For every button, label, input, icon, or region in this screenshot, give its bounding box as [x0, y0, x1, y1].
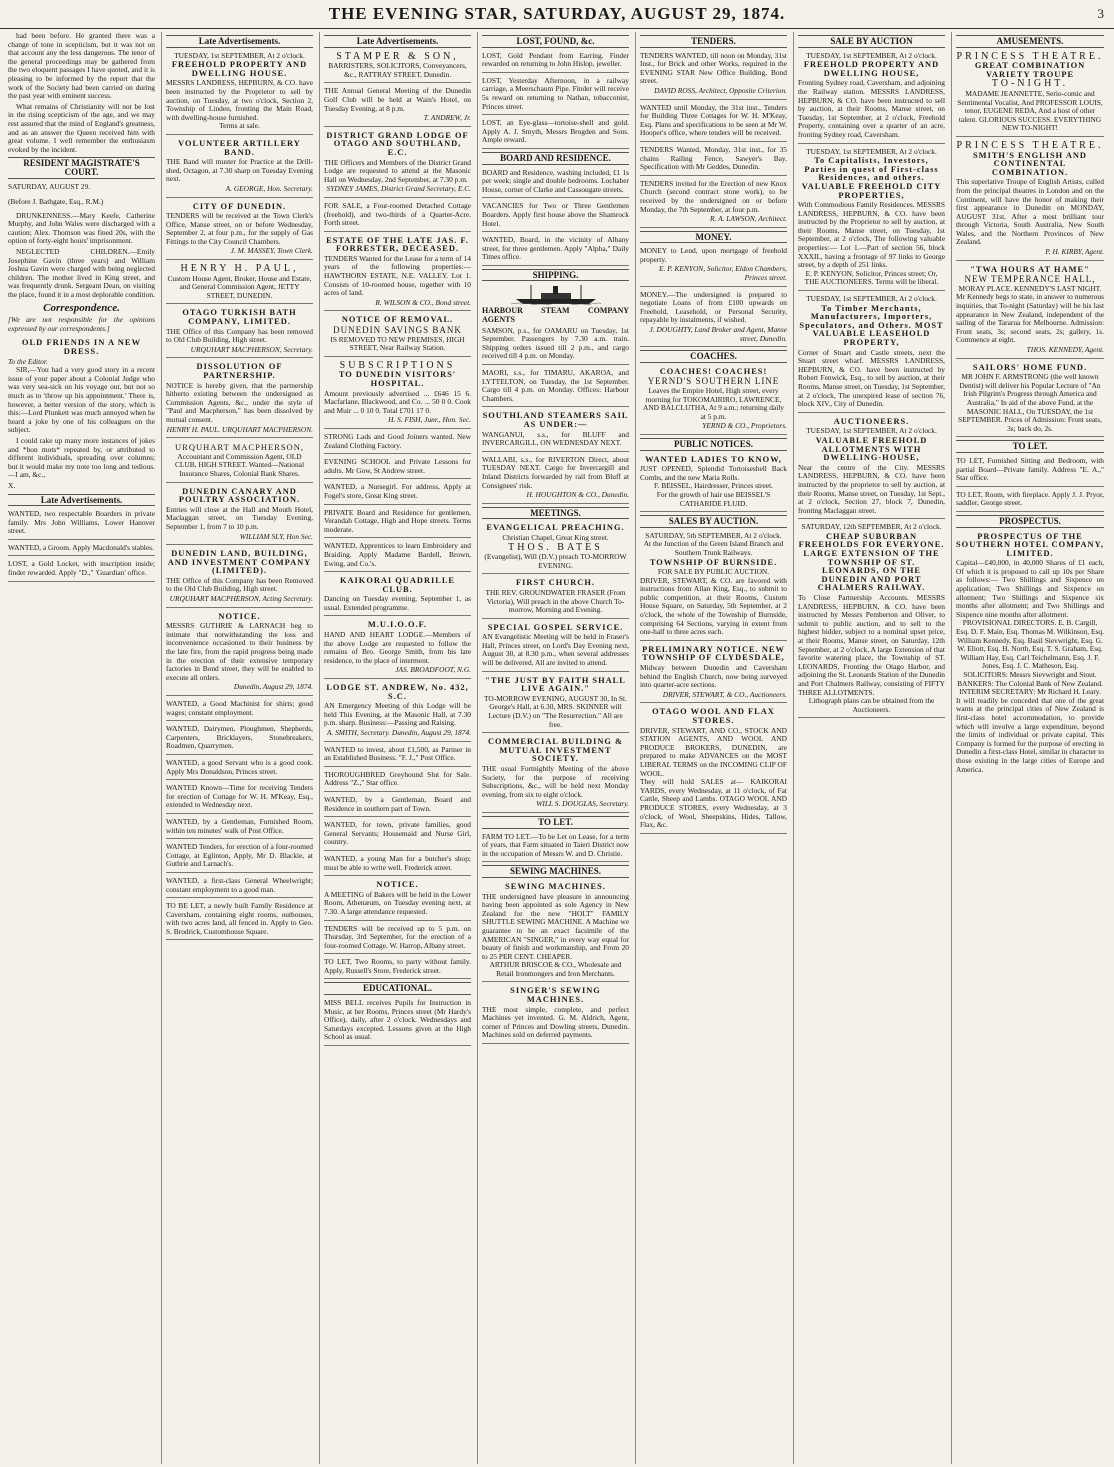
classified-ad: WANTED, a first-class General Wheelwright; constant employment to a good man. [166, 875, 313, 898]
money-ad [640, 245, 787, 286]
section-heading-sales-by-auction: SALES BY AUCTION. [640, 515, 787, 528]
ad-signature: A. SMITH, Secretary. Dunedin, August 29, 1874. [326, 728, 471, 737]
classified-ad: WANTED, a Nursegirl. For address, Apply at Fogel's store, Great King street. [324, 481, 471, 504]
ad-body: Corner of Stuart and Castle streets, next the Stuart street wharf. MESSRS LANDRESS, HEPBURN, & CO. have been instructed by Robert Fenwick, Esq., to sell by auction, at their Rooms, Manse street, on Tuesday, 1st September, at 2 o'clock, The unexpired lease of section 76, block XIV., City of Dunedin. [798, 347, 945, 409]
classified-ad: TO LET, Two Rooms, to party without family. Apply, Russell's Store, Frederick street. [324, 956, 471, 979]
ad-signature: F. BEISSEL, Hairdresser, Princes street. [654, 481, 773, 491]
ad-signature: H. S. FISH, Junr., Hon. Sec. [388, 415, 471, 425]
ad-heading: AUCTIONEERS. [833, 416, 910, 426]
classified-ad: WANTED, a Groom. Apply Macdonald's stables. [8, 542, 155, 557]
ad-signature: R. WILSON & CO., Bond street. [375, 297, 471, 307]
ad-date: TUESDAY, 1st SEPTEMBER, At 2 o'clock. [806, 294, 937, 304]
section-heading-shipping: SHIPPING. [482, 269, 629, 282]
business-ad [324, 50, 471, 84]
ad-body: Entries will close at the Hall and Mouth Hotel, Maclaggan street, on Tuesday Evening, September 1, from 7 to 10 p.m. [166, 504, 313, 531]
ad-body: DRIVER, STEWART, AND CO., STOCK AND STATION AGENTS, AND WOOL AND PRODUCE BROKERS, DUNEDIN, are prepared to make ADVANCES on the MOST LIBERAL TERMS on the INCOMING CLIP OF WOOL. [640, 725, 787, 778]
ad-signature: R. A. LAWSON, Architect. [710, 214, 787, 224]
ad-heading: EVANGELICAL PREACHING. [486, 523, 625, 533]
ad-signature: DRIVER, STEWART, & CO., Auctioneers. [662, 689, 787, 699]
ad-heading: To Timber Merchants, Manufacturers, Importers, Speculators, and Others. MOST VALUABLE LEASEHOLD PROPERTY, [799, 303, 944, 347]
theatre-ad [956, 139, 1104, 261]
ad-body: THE most simple, complete, and perfect Machines yet invented. G. M. Aldrich, Agent, corner of Princes and Dowling streets, Dunedin. Machines sold on deferred payments. [482, 1004, 629, 1040]
auction-ad [798, 50, 945, 144]
ad-heading: NOTICE. [376, 880, 419, 890]
classified-ad: BOARD and Residence, washing included, £1 1s per week; single and double bedrooms. Lochaber House, corner of Clarke and Cassougate streets. [482, 167, 629, 199]
classified-ad: THOROUGHBRED Greyhound Slut for Sale. Address "Z.," Star office. [324, 769, 471, 792]
notice-ad [166, 306, 313, 358]
ad-heading: OTAGO TURKISH BATH COMPANY, LIMITED. [182, 308, 297, 327]
classified-ad: VACANCIES for Two or Three Gentlemen Boarders. Apply first house above the Shamrock Hotel. [482, 200, 629, 232]
ad-body: JUST OPENED, Splendid Tortoiseshell Back Combs, and the new Maria Rolls. [640, 464, 787, 482]
section-heading-sewing: SEWING MACHINES. [482, 865, 629, 878]
masthead [0, 0, 1114, 29]
classified-ad: WANTED, Board, in the vicinity of Albany street, for three gentlemen. Apply "Alpha," Daily Times office. [482, 234, 629, 266]
meeting-ad [482, 521, 629, 574]
ad-body: DRIVER, STEWART, & CO. are favored with instructions from Allan King, Esq., to submit to public competition, at their Rooms, Custom House Square, on Saturday, 5th September, at 2 o'clock, the whole of the Township of Burnside, comprising 64 Sections, varying in extent from one-half to three acres each. [640, 575, 787, 637]
notice-ad [166, 360, 313, 438]
ad-heading: NOTICE. [218, 611, 261, 621]
ad-body: WANGANUI, s.s., for BLUFF and INVERCARGILL, ON WEDNESDAY NEXT. [482, 429, 629, 448]
classified-ad: WANTED, a good Servant who is a good cook. Apply Mrs Donaldson, Princes street. [166, 757, 313, 780]
ad-heading: TOWNSHIP OF BURNSIDE. [649, 557, 778, 567]
section-heading-late-ads: Late Advertisements. [8, 494, 155, 507]
article-paragraph: had been before. He granted there was a change of tone in scepticism, but it was not on that account any the less dangerous. The tenor of the general proceedings may be gathered from the two eloquent passages I have quoted, and it is pleasing to be informed by the report that the work of the Society had been carried on during the past year with eminent success. [8, 32, 155, 101]
ad-body: BARRISTERS, SOLICITORS, Conveyancers, &c., RATTRAY STREET, Dunedin. [328, 61, 467, 79]
ad-heading: FREEHOLD PROPERTY AND DWELLING HOUSE. [171, 60, 308, 78]
ad-heading: DISSOLUTION OF PARTNERSHIP. [196, 362, 283, 380]
ad-body: Capital—£40,000, in 40,000 Shares of £1 each, Of which it is proposed to call up 10s per Share as follows:— Two Shillings and Sixpence on application; Two Shillings and Sixpence on allotment; Two Shillings and Sixpence six months after allotment; and Two Shillings and Sixpence nine months after allotment. [956, 558, 1104, 619]
ad-date: SATURDAY, 12th SEPTEMBER, At 2 o'clock. [801, 522, 942, 532]
ad-heading: SOUTHLAND STEAMERS SAIL AS UNDER:— [482, 411, 629, 429]
ad-signature: YERND & CO., Proprietors. [702, 421, 787, 431]
ad-heading: SINGER'S SEWING MACHINES. [510, 986, 601, 1005]
classified-ad: EVENING SCHOOL and Private Lessons for adults. Mr Gow, St Andrew street. [324, 456, 471, 479]
ad-subheading: MORAY PLACE. KENNEDY'S LAST NIGHT. [958, 283, 1102, 293]
ad-subheading: FOR SALE BY PUBLIC AUCTION. [657, 567, 770, 577]
section-heading-lost-found: LOST, FOUND, &c. [482, 35, 629, 48]
ad-signature: J. DOUGHTY, Land Broker and Agent, Manse street, Dunedin. [649, 325, 787, 343]
ad-signature: HENRY H. PAUL. URQUHART MACPHERSON. [166, 424, 313, 434]
section-heading-amusements: AMUSEMENTS. [956, 35, 1104, 48]
page-number: 3 [1097, 6, 1104, 21]
meeting-ad [482, 674, 629, 734]
notice-ad [166, 485, 313, 546]
column-6 [794, 32, 952, 1464]
classified-ad: PRIVATE Board and Residence for gentlemen, Verandah Cottage, High and Hope streets. Terms moderate. [324, 507, 471, 539]
ad-body: A MEETING of Bakers will be held in the Lower Room, Athenæum, on Tuesday evening next, at 7.30. A large attendance requested. [324, 889, 471, 916]
ad-signature: JAS. BROADFOOT, N.G. [395, 665, 471, 675]
notice-ad [324, 574, 471, 616]
ad-date: TUESDAY, 1st SEPTEMBER, At 2 o'clock. [806, 146, 937, 156]
ad-signature: J. M. MASSEY, Town Clerk. [230, 246, 313, 256]
ad-heading: To Capitalists, Investors, Parties in quest of First-class Residences, and others. VALUABLE FREEHOLD CITY PROPERTIES, [801, 156, 942, 200]
ad-date: Dunedin, August 29, 1874. [233, 682, 313, 692]
letter-paragraph: I could rake up many more instances of jokes and *bon mots* repeated by, or attributed to different individuals, spreading over columns; but it would make my note too long and tedious.—I am, &c., [8, 435, 155, 480]
ad-heading: LODGE ST. ANDREW, No. 432, S.C. [326, 683, 469, 701]
masthead-title: THE EVENING STAR, SATURDAY, AUGUST 29, 1874. [328, 4, 786, 23]
notice-ad [166, 137, 313, 198]
ad-heading: SPECIAL GOSPEL SERVICE. [487, 622, 624, 632]
notice-ad [324, 618, 471, 679]
ad-heading: CHEAP SUBURBAN FREEHOLDS FOR EVERYONE. LARGE EXTENSION OF THE TOWNSHIP OF ST. LEONARDS, ON THE DUNEDIN AND PORT CHALMERS RAILWAY. [798, 531, 945, 593]
classified-ad: WANTED Known—Time for receiving Tenders for erection of Cottage for W. H. M'Keay, Esq., extended to Wednesday next. [166, 782, 313, 814]
business-ad [166, 440, 313, 482]
ad-signature: A. GEORGE, Hon. Secretary. [225, 183, 313, 193]
theatre-ad [956, 263, 1104, 359]
meeting-ad [482, 735, 629, 813]
ad-big-heading: SUBSCRIPTIONS [339, 359, 456, 371]
ad-big-heading: TO-NIGHT. [991, 78, 1069, 90]
section-heading-late-ads: Late Advertisements. [166, 35, 313, 48]
ad-heading: KAIKORAI QUADRILLE CLUB. [339, 576, 456, 594]
ad-big-heading: THOS. BATES [508, 541, 603, 553]
tender-ad [324, 234, 471, 312]
ad-signature: T. ANDREW, Jr. [423, 113, 471, 123]
classified-ad: WANTED, for town, private families, good General Servants; Housemaid and Nurse Girl, country. [324, 819, 471, 851]
section-heading-to-let: TO LET. [956, 440, 1104, 453]
auction-ad [798, 415, 945, 520]
tender-ad [166, 200, 313, 261]
classified-ad: WANTED, a young Man for a butcher's shop; must be able to write well. Frederick street. [324, 853, 471, 876]
court-bench: (Before J. Bathgate, Esq., R.M.) [8, 197, 104, 207]
ad-solicitors: SOLICITORS: Messrs Sievwright and Stout. BANKERS: The Colonial Bank of New Zealand. INTERIM SECRETARY: Mr Richard H. Leary. [957, 670, 1103, 697]
meeting-ad [482, 576, 629, 618]
ad-heading: TO DUNEDIN VISITORS' HOSPITAL. [338, 370, 457, 388]
ad-heading: "THE JUST BY FAITH SHALL LIVE AGAIN." [485, 675, 626, 694]
notice-ad [324, 85, 471, 126]
classified-ad: FOR SALE, a Four-roomed Detached Cottage (freehold), and two-thirds of a Quarter-Acre. Forth street. [324, 200, 471, 232]
ad-big-heading: URQUHART MACPHERSON, [175, 442, 304, 453]
classified-ad: LOST, an Eye-glass—tortoise-shell and gold. Apply A. J. Smyth, Messrs Brogden and Sons. Ample reward. [482, 117, 629, 149]
tender-ad: TENDERS Wanted, Monday, 31st inst., for 35 chains Railing Fence, Sawyer's Bay. Specification with Mr Geddes, Dunedin. [640, 144, 787, 176]
ad-body: Accountant and Commission Agent, OLD CLUB, HIGH STREET. Wanted—National Insurance Shares, Colonial Bank Shares. [174, 451, 305, 478]
ad-body: Midway between Dunedin and Caversham behind the English Church, now being surveyed into quarter-acre sections. [640, 663, 787, 690]
ad-body: It will readily be conceded that one of the great wants at the principal cities of New Zealand is first-class hotel accommodation, to provide which will involve a large expenditure, beyond the limits of individual or private capital. This Company is formed for the purpose of erecting in Dunedin a first-class Hotel, similar in character to those existing in the large cities of Europe and America. [956, 695, 1104, 774]
column-5 [636, 32, 794, 1464]
letter-paragraph: SIR,—You had a very good story in a recent issue of your paper about a Colonial Judge who was very sea-sick on his voyage out, but not so much as to 'throw up his appointment.' There is, however, a better version of the story, which is this:—Lord Plunkett was much annoyed when he heard a joke by one of his colleagues on the subject. [8, 365, 155, 435]
notice-ad [166, 547, 313, 608]
classified-ad: TO LET, Room, with fireplace. Apply J. J. Pryor, saddler, George street. [956, 489, 1104, 512]
section-heading-correspondence: Correspondence. [43, 301, 120, 314]
classified-ad: TO BE LET, a newly built Family Residence at Caversham, containing eight rooms, outhouses, with two acres land, all fenced in. Apply to Geo. S. Brodrick, Customhouse Square. [166, 900, 313, 940]
ad-body: AN Evangelistic Meeting will be held in Fraser's Hall, Princes street, on Lord's Day Evening next, August 30, at 8.30 p.m., when several addresses will be delivered. All are invited to attend. [482, 632, 629, 668]
section-heading-meetings: MEETINGS. [482, 507, 629, 520]
auction-ad [798, 293, 945, 413]
column-1 [4, 32, 162, 1464]
ad-signature: P. H. KIRBY, Agent. [1045, 247, 1104, 257]
ad-big-heading: NEW TEMPERANCE HALL, [964, 274, 1096, 285]
classified-ad: WANTED, by a Gentleman, Board and Residence in southern part of Town. [324, 794, 471, 817]
ad-heading: FREEHOLD PROPERTY AND DWELLING HOUSE, [803, 60, 940, 78]
ad-body: Christian Chapel, Great King street. [502, 532, 609, 542]
ad-body: THE Office of this Company has been Removed to the Old Club Building, High street. [166, 575, 313, 594]
auction-ad [640, 530, 787, 641]
ad-signature: E. P. KENYON, Solicitor, Eldon Chambers, Princes street. [659, 264, 787, 283]
classified-ad: MISS BELL receives Pupils for Instruction in Music, at her Rooms, Princes street (Mr Hardy's Office), daily, after 2 o'clock. Wednesdays and Saturdays excepted. Lessons given at the High School as usual. [324, 997, 471, 1046]
ad-body: THE Office of this Company has been removed to Old Club Building, High street. [166, 326, 313, 345]
shipping-ad: SAMSON, p.s., for OAMARU on Tuesday, 1st September. Passengers by 7.30 a.m. train. Shipping orders issued till 2 p.m., and cargo received till 4 p.m. on Monday. [482, 325, 629, 365]
classified-ad: TENDERS will be received up to 5 p.m. on Thursday, 3rd September, for the erection of a four-roomed Cottage. W. Harrop, Albany street. [324, 923, 471, 955]
ad-body: MADAME JEANNETTE, Serio-comic and Sentimental Vocalist, And PROFESSOR LOUIS, tenor, EUGENE REDA, And a host of other talent. GLORIOUS SUCCESS. EVERYTHING NEW TO-NIGHT! [957, 88, 1103, 133]
ad-body: Mr Kennedy begs to state, in answer to numerous inquiries, that To-night (Saturday) will be his last appearance in New Zealand, independent of the sailing of the Tararua for Melbourne. Admission: Front seats, 3s; second seats, 2s; gallery, 1s. Commence at eight. [956, 292, 1104, 345]
ad-body: Custom House Agent, Broker, House and Estate, and General Commission Agent, JETTY STREET, DUNEDIN. [167, 273, 312, 300]
section-heading-late-ads: Late Advertisements. [324, 35, 471, 48]
ad-heading: GREAT COMBINATION VARIETY TROUPE [974, 61, 1086, 79]
ad-big-heading: STAMPER & SON, [336, 50, 459, 62]
ad-body: (Evangelist), Will (D.V.) preach TO-MORROW EVENING. [484, 552, 627, 570]
ad-body: THE undersigned have pleasure in announcing having been appointed as sole Agency in New Zealand for the new "HOLT" FAMILY SHUTTLE SEWING MACHINE. A Machine we guarantee to be an exact facsimile of the AMERICAN "SINGER," in every way equal for beauty of finish and workmanship, and From 20 to 25 PER CENT. CHEAPER. [482, 891, 629, 961]
section-heading-money: MONEY. [640, 231, 787, 244]
column-2 [162, 32, 320, 1464]
ad-big-heading: PRINCESS THEATRE. [956, 50, 1104, 62]
ad-signature: DAVID ROSS, Architect, Opposite Criterion. [654, 85, 787, 95]
ad-body: MESSRS GUTHRIE & LARNACH beg to intimate that notwithstanding the loss and inconvenience occasioned to their business by the late fire, from the rapid progress being made in the erection of their extensive temporary factories in Bond street, they will be enabled to execute all orders. [166, 621, 313, 682]
classified-ad: TO LET, Furnished Sitting and Bedroom, with partial Board—Private family. Address "E. A.," Star office. [956, 455, 1104, 487]
coach-ad [640, 365, 787, 435]
classified-ad: LOST, Yesterday Afternoon, in a railway carriage, a Meerschaum Pipe. Finder will receive 5s reward on returning to Nathan, tobacconist, Princes street. [482, 75, 629, 115]
ad-signature: URQUHART MACPHERSON, Acting Secretary. [169, 594, 313, 604]
ad-signature: URQUHART MACPHERSON, Secretary. [190, 344, 313, 354]
ad-body: This superlative Troupe of English Artists, culled from the principal theatres in London and on the Continent, will have the honor of making their first appearance in Dunedin on MONDAY, AUGUST 31st. After a most brilliant tour through Victoria, South Australia, New South Wales, and the Northern Provinces of New Zealand. [956, 177, 1104, 247]
shipping-ad [482, 454, 629, 504]
ad-date: SATURDAY, 5th SEPTEMBER, At 2 o'clock. [645, 530, 782, 540]
notice-ad [166, 610, 313, 696]
tender-ad [640, 178, 787, 228]
classified-ad: WANTED, a Good Machinist for shirts; good wages; constant employment. [166, 698, 313, 721]
ad-body: THE REV. GROUNDWATER FRASER (From Victoria), Will preach in the above Church To-morrow, Morning and Evening. [485, 587, 626, 615]
classified-ad: WANTED, two respectable Boarders in private family. Mrs John Williams, Lower Hanover street. [8, 508, 155, 540]
ad-heading: M.U.I.O.O.F. [367, 620, 428, 630]
notice-ad [324, 129, 471, 198]
section-heading-tenders: TENDERS. [640, 35, 787, 48]
ad-body: MONEY to Lend, upon mortgage of freehold property. [640, 246, 787, 264]
ad-heading: WANTED LADIES TO KNOW, [645, 454, 782, 464]
ad-body: WALLABI, s.s., for RIVERTON Direct, about TUESDAY NEXT. Cargo for Invercargill and Inland Districts forwarded by rail from Bluff at Consignees' risk. [482, 454, 629, 490]
court-date: SATURDAY, AUGUST 29. [8, 181, 91, 191]
classified-ad: WANTED Tenders, for erection of a four-roomed Cottage, at Eglinton, Apply, Mr D. Blackie, at Guthrie and Larnach's. [166, 841, 313, 873]
shipping-ad [482, 409, 629, 451]
ad-body: To Close Partnership Accounts. MESSRS LANDRESS, HEPBURN, & CO. have been instructed by Messrs Pemberton and Oliver, to submit to public auction, and to sell to the highest bidder, subject to a nominal upset price, at their Rooms, Manse street, on Saturday, 12th September, at 2 o'clock, A large Extension of that favorite watering place, the Township of ST. LEONARDS, Fronting the Otago Harbor, and adjoining the St. Leonards Station of the Dunedin and Port Chalmers Railway, consisting of FIFTY THREE ALLOTMENTS. [798, 593, 945, 697]
ad-heading: FIRST CHURCH. [516, 578, 595, 588]
ad-heading: NOTICE OF REMOVAL. [341, 315, 454, 325]
letter-signature: X. [8, 480, 16, 490]
section-heading-board: BOARD AND RESIDENCE. [482, 152, 629, 165]
column-3 [320, 32, 478, 1464]
classified-ad: WANTED, Dairymen, Ploughmen, Shepherds, Carpenters, Bricklayers, Stonebreakers, Roadmen, Quarrymen. [166, 723, 313, 755]
ad-body: AN Emergency Meeting of this Lodge will be held This Evening, at the Masonic Hall, at 7.30 p.m. sharp. Business:—Passing and Raising. [324, 701, 471, 728]
ad-body: HAND AND HEART LODGE.—Members of the above Lodge are requested to follow the remains of Bro. George Smith, from his late residence, to the place of interment. [324, 630, 471, 665]
auction-ad [798, 521, 945, 718]
court-paragraph: NEGLECTED CHILDREN.—Emily Josephine Gavin (three years) and William Joshua Gavin were charged with being neglected children. The mother lived in King street, and was frequently drunk. Sergeant Dean, on visiting the place, found it in a most deplorable condition. [8, 247, 155, 300]
subscription-ad [324, 359, 471, 429]
ad-big-heading: PRINCESS THEATRE. [956, 139, 1104, 151]
notice-ad [640, 453, 787, 513]
ad-heading: VOLUNTEER ARTILLERY BAND. [178, 138, 301, 157]
letter-salutation: To the Editor. [8, 356, 48, 366]
ad-body: For the growth of hair use BEISSEL'S CATHARIDE FLUID. [656, 489, 771, 508]
ad-body: IS REMOVED TO NEW PREMISES, HIGH STREET, Near Railway Station. [330, 334, 465, 353]
ad-heading: PRELIMINARY NOTICE. NEW TOWNSHIP OF CLYDESDALE, [642, 644, 785, 663]
notice-ad [324, 681, 471, 742]
column-4 [478, 32, 636, 1464]
ad-body: THE usual Fortnightly Meeting of the above Society, for the purpose of receiving Subscriptions, &c., will be held next Monday evening, from six to eight o'clock. [482, 764, 629, 799]
ad-big-heading: DUNEDIN SAVINGS BANK [333, 325, 462, 336]
ad-body: THE Annual General Meeting of the Dunedin Golf Club will be held at Wain's Hotel, on Tuesday Evening, at 8 p.m. [324, 86, 471, 113]
court-paragraph: DRUNKENNESS.—Mary Keefe, Catherine Murphy, and John Wales were discharged with a caution; Alex. Thomson was fined 20s, with the option of forty-eight hours' imprisonment. [8, 210, 155, 246]
ad-footnote: Lithograph plans can be obtained from the Auctioneers. [808, 696, 935, 714]
ad-heading: SMITH'S ENGLISH AND CONTINENTAL COMBINATION. [973, 150, 1087, 177]
shipping-ad: MAORI, s.s., for TIMARU, AKAROA, and LYTTELTON, on Tuesday, the 1st September. Cargo till 4 p.m. on Monday. Offices: Harbour Chambers. [482, 367, 629, 407]
ad-date: TUESDAY, 1st SEPTEMBER, At 2 o'clock. [174, 50, 305, 60]
ad-signature: ARTHUR BRISCOE & CO., Wholesale and Retail Ironmongers and Iron Merchants. [489, 960, 622, 978]
classified-ad: WANTED, by a Gentleman, Furnished Room, within ten minutes' walk of Post Office. [166, 816, 313, 839]
notice-ad [324, 313, 471, 356]
letter-title: OLD FRIENDS IN A NEW DRESS. [21, 337, 142, 356]
classified-ad: WANTED, Apprentices to learn Embroidery and Braiding. Apply Madame Bardell, Brown, Ewing, and Co.'s. [324, 540, 471, 572]
ad-signature: WILL S. DOUGLAS, Secretary. [536, 799, 629, 809]
ad-body: TO-MORROW EVENING, AUGUST 30, In St. George's Hall, at 6.30, MRS. SKINNER will Lecture (D.V.) on "The Resurrection." All are free. [484, 693, 627, 729]
lecture-ad [956, 361, 1104, 438]
ad-heading: SAILORS' HOME FUND. [972, 362, 1088, 372]
ad-heading: COMMERCIAL BUILDING & MUTUAL INVESTMENT SOCIETY. [488, 737, 623, 764]
tender-ad: WANTED until Monday, the 31st inst., Tenders for Building Three Cottages for W. H. M'Keay, Esq. Plans and specifications to be seen at Mr W. Hooper's office, where tenders will be received. [640, 102, 787, 142]
auction-ad [640, 705, 787, 833]
ad-body: At the Junction of the Green Island Branch and Southern Trunk Railways. [643, 539, 784, 557]
notice-ad [324, 878, 471, 920]
column-7 [952, 32, 1110, 1464]
ad-body: NOTICE is hereby given, that the partnership hitherto existing between the undersigned as Commission Agents, &c., under the style of "Paul and Macpherson," has been dissolved by mutual consent. [166, 380, 313, 424]
correspondence-note: [We are not responsible for the opinions expressed by our correspondents.] [8, 315, 155, 333]
section-heading-court: RESIDENT MAGISTRATE'S COURT. [8, 157, 155, 178]
columns [4, 32, 1110, 1464]
ad-body: THE Band will muster for Practice at the Drill-shed, Octagon, at 7.30 sharp on Tuesday Evening next. [166, 157, 313, 184]
ad-body: MONEY.—The undersigned is prepared to negotiate Loans of from £100 upwards on Freehold, Leasehold, or Personal Security, repayable by instalments, if wished. [640, 289, 787, 325]
ad-body: THE Officers and Members of the District Grand Lodge are requested to attend at the Masonic Hall on Wednesday, 2nd September, at 7.30 p.m. [324, 157, 471, 184]
ad-date: TUESDAY, 1st SEPTEMBER, At 2 o'clock. [806, 426, 937, 436]
tender-ad [640, 50, 787, 100]
ad-body: Leaves the Empire Hotel, High street, every morning for TOKOMAIRIRO, LAWRENCE, AND BALCLUTHA, At 9 a.m.; returning daily at 5 p.m. [642, 386, 785, 421]
sewing-ad [482, 984, 629, 1044]
steamship-icon [511, 283, 601, 305]
ad-body: TENDERS will be received at the Town Clerk's Office, Manse street, on or before Wednesday, September 2, at four p.m., for the supply of Gas Fittings to the City Council Chambers. [166, 211, 313, 246]
prospectus-ad [956, 530, 1104, 778]
classified-ad: WANTED to invest, about £1,500, as Partner in an Established Business. "F. J.," Post Office. [324, 744, 471, 767]
auction-ad [798, 146, 945, 292]
ad-signature: THOS. KENNEDY, Agent. [1026, 345, 1104, 354]
ad-signature: H. HOUGHTON & CO., Dunedin. [526, 490, 629, 500]
ad-heading: DUNEDIN CANARY AND POULTRY ASSOCIATION. [178, 486, 301, 505]
ad-date: TUESDAY, 1st SEPTEMBER, At 2 o'clock. [806, 50, 937, 60]
ad-subheading: VALUABLE FREEHOLD ALLOTMENTS WITH DWELLING-HOUSE, [815, 435, 928, 463]
shipping-heading: HARBOUR STEAM COMPANY AGENTS [482, 306, 629, 325]
ad-signature: WILLIAM SLY, Hon Sec. [239, 531, 313, 541]
meeting-ad [482, 621, 629, 672]
ad-heading: PROSPECTUS OF THE SOUTHERN HOTEL COMPANY, LIMITED. [956, 531, 1104, 558]
ad-signature: E. P. KENYON, Solicitor, Princes street; Or, THE AUCTIONEERS. Terms will be liberal. [804, 268, 939, 287]
section-heading-sale-by-auction: SALE BY AUCTION [798, 35, 945, 48]
sewing-ad [482, 880, 629, 983]
article-paragraph: What remains of Christianity will not be lost in the rising scepticism of the age, and we may rest assured that the mind of England's greatness, and as an answer the Queen received him with great volume. I well remember the enthusiasm evoked by the incident. [8, 101, 155, 154]
section-heading-coaches: COACHES. [640, 350, 787, 363]
ad-directors: PROVISIONAL DIRECTORS. E. B. Cargill, Esq. D. F. Main, Esq. Thomas M. Wilkinson, Esq. William Kennedy, Esq. Basil Sievwright, Esq. G. W. Eliott, Esq. H. North, Esq. T. S. Graham, Esq. William Hay, Esq. Carl Teichelmann, Esq. J. F. Jones, Esq. J. C. Matheson, Esq. [956, 618, 1104, 671]
ad-body: MR JOHN F. ARMSTRONG (the well known Dentist) will deliver his Popular Lecture of "An Irish Pilgrim's Progress through America and Australia," In aid of the above Fund, at the MASONIC HALL, On TUESDAY, the 1st SEPTEMBER. Prices of Admission: Front seats, 3s; back do, 2s. [958, 372, 1102, 433]
ad-big-heading: HENRY H. PAUL, [180, 263, 299, 275]
ad-heading: DUNEDIN LAND, BUILDING, AND INVESTMENT COMPANY (LIMITED). [167, 549, 312, 576]
ad-big-heading: YERND'S SOUTHERN LINE [647, 376, 780, 387]
classified-ad: FARM TO LET.—To be Let on Lease, for a term of years, that Farm situated in Taieri District now in the occupation of Messrs W. and D. Christie. [482, 831, 629, 863]
section-heading-prospectus: PROSPECTUS. [956, 515, 1104, 528]
ad-body: MESSRS LANDRESS, HEPBURN, & CO. have been instructed by the Proprietor to sell by auction, on Tuesday, at two o'clock, Section 2, Township of Linden, fronting the Main Road, with dwelling-house furnished. [166, 78, 313, 122]
ad-body: Near the centre of the City. MESSRS LANDRESS, HEPBURN, & CO. have been instructed by the proprietor to sell by auction, at their Rooms, Manse street, on Tuesday, 1st Sept., at 2 o'clock, Section 27, block 7, Dunedin, fronting Maclaggan street. [798, 462, 945, 515]
ad-heading: OTAGO WOOL AND FLAX STORES. [652, 707, 775, 725]
ad-body: TENDERS invited for the Erection of new Knox Church (second contract stone work), to be received by the undersigned on or before Monday, the 7th September, at four p.m. [640, 178, 787, 214]
classified-ad: LOST, a Gold Locket, with inscription inside; finder rewarded. Apply "D.," 'Guardian' office. [8, 558, 155, 581]
ad-heading: "TWA HOURS AT HAME" [970, 264, 1090, 274]
ad-heading: CITY OF DUNEDIN. [192, 201, 287, 211]
ad-body: They will hold SALES at— KAIKORAI YARDS, every Wednesday, at 11 o'clock, of Fat Cattle, Sheep and Lambs. OTAGO WOOL AND PRODUCE STORES, every Wednesday, at 3 o'clock, of Wool, Sheepskins, Hides, Tallow, Flax, &c. [640, 777, 787, 830]
ad-terms: Terms at sale. [219, 121, 260, 131]
theatre-ad [956, 50, 1104, 137]
ad-signature: SYDNEY JAMES, District Grand Secretary, E.C. [326, 184, 471, 194]
ad-body: Fronting Sydney road, Caversham, and adjoining the Railway station. MESSRS LANDRESS, HEPBURN, & CO. have been instructed to sell by auction, at their Rooms, Manse street, on Tuesday, 1st September, at 2 o'clock, Freehold Property, containing over a quarter of an acre, fronting Sydney road, Caversham. [798, 78, 945, 139]
section-heading-to-let: TO LET. [482, 816, 629, 829]
section-heading-public-notices: PUBLIC NOTICES. [640, 438, 787, 451]
classified-ad: STRONG Lads and Good Joiners wanted. New Zealand Clothing Factory. [324, 431, 471, 454]
ad-heading: DISTRICT GRAND LODGE OF OTAGO AND SOUTHLAND, E.C. [326, 130, 469, 157]
ad-heading: SEWING MACHINES. [505, 881, 606, 891]
ad-body: Dancing on Tuesday evening, September 1, as usual. Extended programme. [324, 594, 471, 612]
ad-body: TENDERS Wanted for the Lease for a term of 14 years of the following properties:—HAWTHORN ESTATE, N.E. VALLEY. Lot 1. Consists of 10-roomed house, together with 10 acres of land. [324, 253, 471, 298]
ad-heading: ESTATE OF THE LATE JAS. F. FORRESTER, DECEASED. [326, 235, 469, 254]
ad-body: TENDERS WANTED, till noon on Monday, 31st Inst., for Brick and other Works, required in the EVENING STAR New Office Building, Bond street. [640, 50, 787, 86]
ad-body: Amount previously advertised ... £646 15 6. Macfarlane, Blackwood, and Co. ... 50 0 0. Cook and Muir ... 0 10 0. Total £701 17 0. [324, 388, 471, 415]
classified-ad: LOST, Gold Pendant from Earring. Finder rewarded on returning to John Hislop, jeweller. [482, 50, 629, 73]
business-ad [166, 262, 313, 304]
ad-body: With Commodious Family Residences. MESSRS LANDRESS, HEPBURN, & CO. have been instructed by the Proprietor to sell by auction, at their Rooms, Manse street, on Tuesday, 1st September, at 2 o'clock, The following valuable properties:— Lot 1.—Part of section 56, block XXXII., having a frontage of 97 links to George street, by a depth of 251 links. [798, 200, 945, 270]
auction-ad [166, 50, 313, 135]
ad-heading: COACHES! COACHES! [659, 366, 768, 376]
auction-ad [640, 643, 787, 704]
money-ad [640, 289, 787, 348]
section-heading-educational: EDUCATIONAL. [324, 982, 471, 995]
